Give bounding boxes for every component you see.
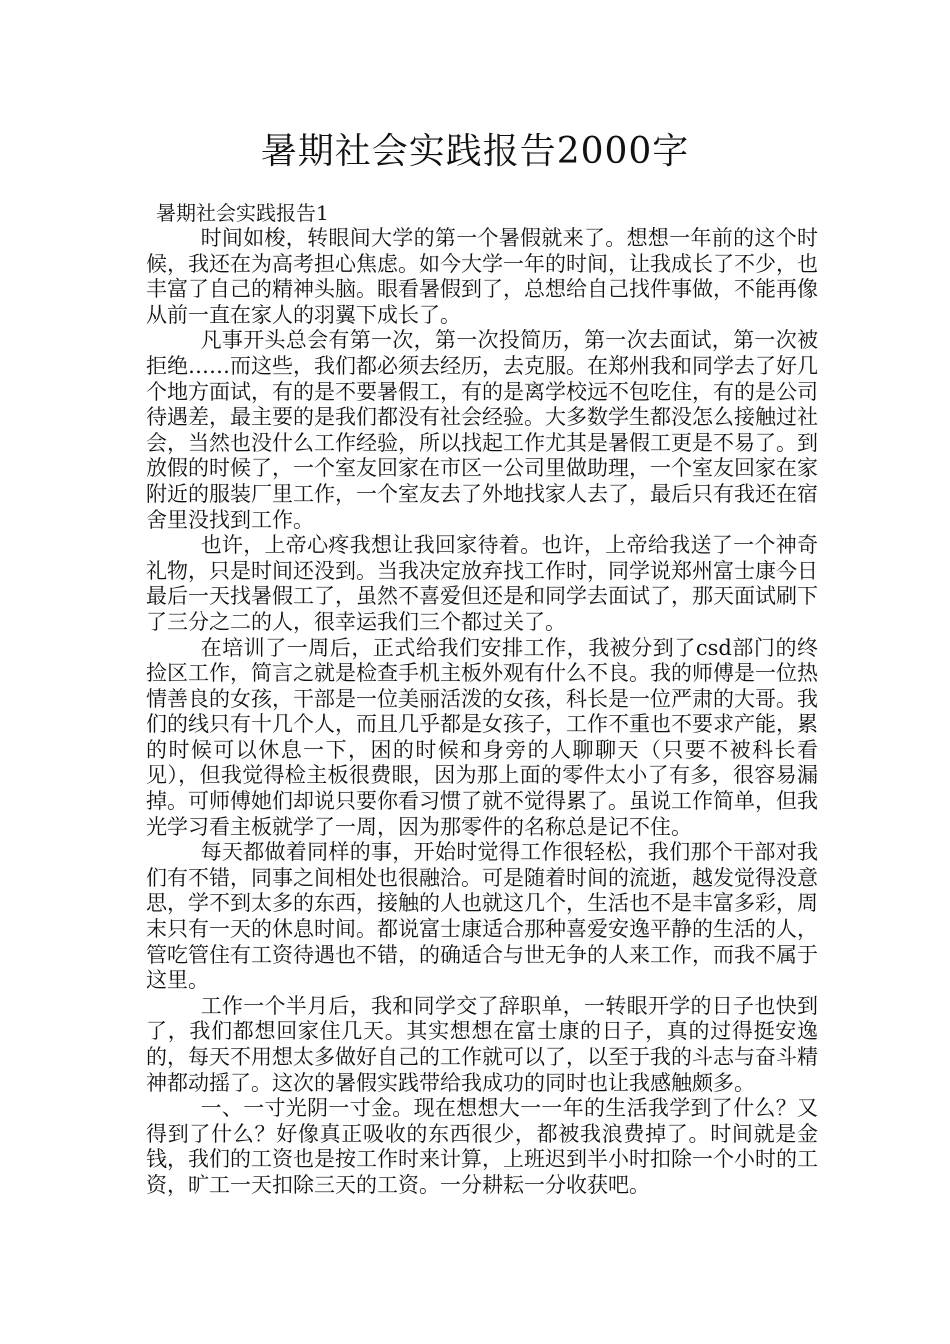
paragraph: 一、一寸光阴一寸金。现在想想大一一年的生活我学到了什么？又得到了什么？好像真正吸收的东西很少，都被我浪费掉了。时间就是金钱，我们的工资也是按工作时来计算，上班迟到半小时扣除一个小时的工资，旷工一天扣除三天的工资。一分耕耘一分收获吧。 [146, 1096, 818, 1197]
paragraph: 每天都做着同样的事，开始时觉得工作很轻松，我们那个干部对我们有不错，同事之间相处也很融洽。可是随着时间的流逝，越发觉得没意思，学不到太多的东西，接触的人也就这几个，生活也不是丰富多彩，周末只有一天的休息时间。都说富士康适合那种喜爱安逸平静的生活的人，管吃管住有工资待遇也不错，的确适合与世无争的人来工作，而我不属于这里。 [146, 840, 818, 993]
document-body [146, 226, 818, 1199]
paragraph: 时间如梭，转眼间大学的第一个暑假就来了。想想一年前的这个时候，我还在为高考担心焦虑。如今大学一年的时间，让我成长了不少，也丰富了自己的精神头脑。眼看暑假到了，总想给自己找件事做，不能再像从前一直在家人的羽翼下成长了。 [146, 226, 818, 327]
section-heading: 暑期社会实践报告1 [156, 201, 329, 225]
paragraph: 也许，上帝心疼我想让我回家待着。也许，上帝给我送了一个神奇礼物，只是时间还没到。当我决定放弃找工作时，同学说郑州富士康今日最后一天找暑假工了，虽然不喜爱但还是和同学去面试了，那天面试刷下了三分之二的人，很幸运我们三个都过关了。 [146, 533, 818, 634]
paragraph: 工作一个半月后，我和同学交了辞职单，一转眼开学的日子也快到了，我们都想回家住几天。其实想想在富士康的日子，真的过得挺安逸的，每天不用想太多做好自己的工作就可以了，以至于我的斗志与奋斗精神都动摇了。这次的暑假实践带给我成功的同时也让我感触颇多。 [146, 993, 818, 1095]
paragraph: 凡事开头总会有第一次，第一次投简历，第一次去面试，第一次被拒绝……而这些，我们都必须去经历，去克服。在郑州我和同学去了好几个地方面试，有的是不要暑假工，有的是离学校远不包吃住，有的是公司待遇差，最主要的是我们都没有社会经验。大多数学生都没怎么接触过社会，当然也没什么工作经验，所以找起工作尤其是暑假工更是不易了。到放假的时候了，一个室友回家在市区一公司里做助理，一个室友回家在家附近的服装厂里工作，一个室友去了外地找家人去了，最后只有我还在宿舍里没找到工作。 [146, 328, 818, 532]
document-title: 暑期社会实践报告2000字 [260, 131, 690, 172]
paragraph: 在培训了一周后，正式给我们安排工作，我被分到了csd部门的终捡区工作，简言之就是检查手机主板外观有什么不良。我的师傅是一位热情善良的女孩，干部是一位美丽活泼的女孩，科长是一位严肃的大哥。我们的线只有十几个人，而且几乎都是女孩子，工作不重也不要求产能，累的时候可以休息一下，困的时候和身旁的人聊聊天（只要不被科长看见），但我觉得检主板很费眼，因为那上面的零件太小了有多，很容易漏掉。可师傅她们却说只要你看习惯了就不觉得累了。虽说工作简单，但我光学习看主板就学了一周，因为那零件的名称总是记不住。 [146, 635, 818, 839]
